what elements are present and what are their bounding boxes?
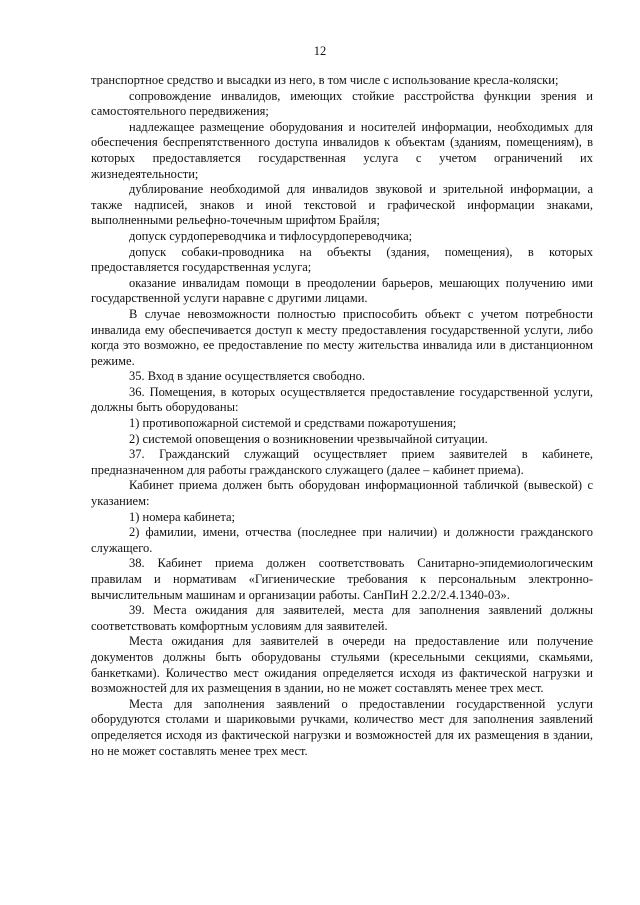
paragraph: В случае невозможности полностью приспособить объект с учетом потребности инвалида ему обеспечивается доступ к месту предоставления государственной услуги, либо когда это возможно, ее предоставление по месту жительства инвалида или в дистанционном режиме.	[91, 306, 593, 368]
paragraph: 39. Места ожидания для заявителей, места для заполнения заявлений должны соответствовать комфортным условиям для заявителей.	[91, 603, 593, 633]
paragraph: допуск собаки-проводника на объекты (здания, помещения), в которых предоставляется государственная услуга;	[91, 244, 593, 275]
page-number: 12	[313, 44, 327, 58]
paragraph: 35. Вход в здание осуществляется свободно.	[129, 369, 366, 384]
paragraph: оказание инвалидам помощи в преодолении барьеров, мешающих получению ими государственной услуги наравне с другими лицами.	[91, 275, 593, 306]
paragraph: Кабинет приема должен быть оборудован информационной табличкой (вывеской) с указанием:	[91, 478, 593, 509]
paragraph: 37. Гражданский служащий осуществляет прием заявителей в кабинете, предназначенном для работы гражданского служащего (далее – кабинет приема).	[91, 447, 593, 477]
paragraph: 36. Помещения, в которых осуществляется предоставление государственной услуги, должны быть оборудованы:	[91, 384, 593, 415]
paragraph: 2) фамилии, имени, отчества (последнее при наличии) и должности гражданского служащего.	[91, 525, 593, 555]
paragraph: 1) номера кабинета;	[129, 509, 235, 524]
paragraph: Места для заполнения заявлений о предоставлении государственной услуги оборудуются столами и шариковыми ручками, количество мест для заполнения заявлений определяется исходя из фактической нагрузки и возможностей для их размещения в здании, но не может составлять менее трех мест.	[91, 696, 593, 758]
paragraph: 2) системой оповещения о возникновении чрезвычайной ситуации.	[129, 431, 488, 446]
paragraph: 38. Кабинет приема должен соответствовать Санитарно-эпидемиологическим правилам и нормативам «Гигиенические требования к персональным электронно-вычислительным машинам и организации работы. СанПиН 2.2.2/2.4.1340-03».	[91, 556, 593, 602]
paragraph: Места ожидания для заявителей в очереди на предоставление или получение документов должны быть оборудованы стульями (кресельными секциями, скамьями, банкетками). Количество мест ожидания определяется исходя из фактической нагрузки и возможностей для их размещения в здании, но не может составлять менее трех мест.	[91, 634, 593, 696]
document-body	[91, 73, 593, 759]
paragraph: надлежащее размещение оборудования и носителей информации, необходимых для обеспечения беспрепятственного доступа инвалидов к объектам (зданиям, помещениям), в которых предоставляется государственная услуга с учетом ограничений их жизнедеятельности;	[91, 119, 593, 181]
paragraph: допуск сурдопереводчика и тифлосурдопереводчика;	[129, 228, 413, 243]
paragraph: сопровождение инвалидов, имеющих стойкие расстройства функции зрения и самостоятельного передвижения;	[91, 88, 593, 119]
paragraph: 1) противопожарной системой и средствами пожаротушения;	[129, 416, 457, 431]
paragraph-continuation: транспортное средство и высадки из него, в том числе с использование кресла-коляски;	[91, 73, 559, 87]
paragraph: дублирование необходимой для инвалидов звуковой и зрительной информации, а также надписей, знаков и иной текстовой и графической информации знаками, выполненными рельефно-точечным шрифтом Брайля;	[91, 182, 593, 228]
